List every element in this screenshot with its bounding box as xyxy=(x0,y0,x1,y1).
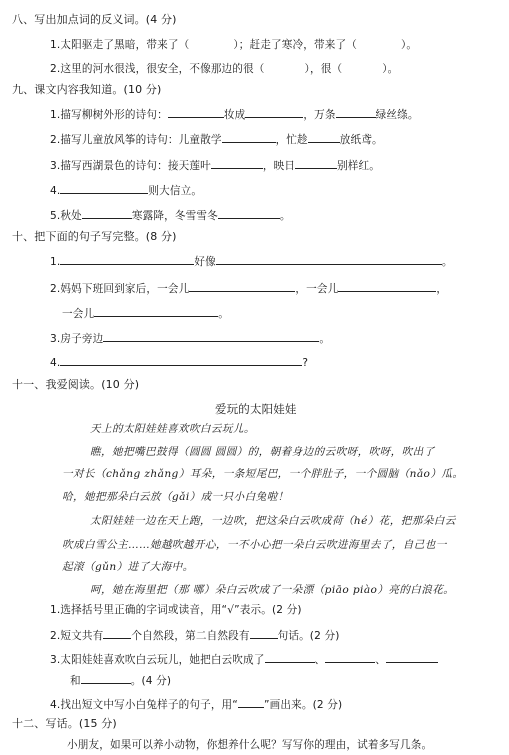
s11-question-4 xyxy=(50,696,342,712)
s10-q2-text-b: ，一会儿 xyxy=(295,283,339,295)
answer-blank[interactable] xyxy=(265,651,315,663)
answer-blank[interactable] xyxy=(325,651,375,663)
s10-q2-text-d: 一会儿 xyxy=(62,308,95,320)
section-10-header: 十、把下面的句子写完整。(8 分) xyxy=(12,230,177,243)
answer-blank[interactable] xyxy=(211,157,263,169)
answer-blank[interactable] xyxy=(60,182,148,194)
answer-blank[interactable] xyxy=(245,106,303,118)
s9-q2-text-b: ，忙趁 xyxy=(275,134,308,146)
s9-q4-text-a: 4. xyxy=(50,185,61,197)
s9-q5-text-b: 寒露降，冬雪雪冬 xyxy=(131,210,218,222)
underline-sample xyxy=(238,696,264,708)
passage-line: 瞧，她把嘴巴鼓得（圆圆 圆圆）的，朝着身边的云吹呀，吹呀，吹出了 xyxy=(90,446,435,458)
s8-q2-text-a: 2.这里的河水很浅，很安全，不像那边的很（ xyxy=(50,63,265,75)
answer-blank[interactable] xyxy=(386,651,438,663)
answer-blank[interactable] xyxy=(60,354,302,366)
section-8-header: 八、写出加点词的反义词。(4 分) xyxy=(12,13,177,26)
s9-q1-text-b: 妆成 xyxy=(223,109,246,121)
s9-q3-text-a: 3.描写西湖景色的诗句：接天莲叶 xyxy=(50,160,211,172)
answer-blank[interactable] xyxy=(250,627,278,639)
s9-question-1 xyxy=(50,106,419,122)
s12-prompt: 小朋友，如果可以养小动物，你想养什么呢？写写你的理由，试着多写几条。 xyxy=(67,739,433,751)
s10-question-1 xyxy=(50,253,453,269)
passage-line: 吹成白雪公主……她越吹越开心，一不小心把一朵白云吹进海里去了，自己也一 xyxy=(62,539,447,551)
s10-question-3 xyxy=(50,330,330,346)
answer-blank[interactable] xyxy=(82,207,132,219)
s9-q1-text-a: 1.描写柳树外形的诗句： xyxy=(50,109,168,121)
s9-question-3 xyxy=(50,157,380,173)
passage-line: 太阳娃娃一边在天上跑，一边吹，把这朵白云吹成荷（hé）花，把那朵白云 xyxy=(90,515,456,527)
answer-blank[interactable] xyxy=(295,157,337,169)
section-11-header: 十一、我爱阅读。(10 分) xyxy=(12,378,140,391)
s10-question-4 xyxy=(50,354,308,370)
s11-question-1: 1.选择括号里正确的字词或读音，用“√”表示。(2 分) xyxy=(50,604,302,616)
answer-blank[interactable] xyxy=(222,131,276,143)
s9-question-2 xyxy=(50,131,383,147)
s10-q1-text-c: 。 xyxy=(441,256,453,268)
answer-blank[interactable] xyxy=(218,207,280,219)
answer-blank[interactable] xyxy=(81,672,131,684)
s9-q2-text-c: 放纸鸢。 xyxy=(339,134,383,146)
passage-line: 起滚（gǔn）进了大海中。 xyxy=(62,561,194,573)
s11-q3-text-a: 3.太阳娃娃喜欢吹白云玩儿，她把白云吹成了 xyxy=(50,654,265,666)
answer-blank[interactable] xyxy=(60,253,194,265)
passage-title: 爱玩的太阳娃娃 xyxy=(215,402,297,416)
s10-question-2-cont xyxy=(62,305,229,321)
s8-question-1 xyxy=(50,38,417,52)
s10-q4-text-a: 4. xyxy=(50,357,61,369)
passage-line: 天上的太阳娃娃喜欢吹白云玩儿。 xyxy=(90,423,255,435)
s9-question-5 xyxy=(50,207,291,223)
s11-q3-text-d: 和 xyxy=(70,675,81,687)
s9-q5-text-c: 。 xyxy=(279,210,291,222)
s10-q1-text-a: 1. xyxy=(50,256,61,268)
s9-q5-text-a: 5.秋处 xyxy=(50,210,82,222)
s10-q3-text-b: 。 xyxy=(319,333,331,345)
s11-q2-text-b: 个自然段，第二自然段有 xyxy=(131,630,250,642)
s10-q3-text-a: 3.房子旁边 xyxy=(50,333,104,345)
answer-blank[interactable] xyxy=(338,280,436,292)
s10-q1-text-b: 好像 xyxy=(194,256,216,268)
s10-q2-text-e: 。 xyxy=(218,308,229,320)
s11-q3-text-b: 、 xyxy=(314,654,326,666)
passage-line: 一对长（chǎng zhǎng）耳朵，一条短尾巴，一个胖肚子，一个圆脑（nǎo）瓜。 xyxy=(62,468,464,480)
section-9-header: 九、课文内容我知道。(10 分) xyxy=(12,83,162,96)
s11-q4-text-b: ”画出来。(2 分) xyxy=(263,699,343,711)
s11-q3-text-c: 、 xyxy=(375,654,387,666)
s11-question-2 xyxy=(50,627,340,643)
answer-blank[interactable] xyxy=(168,106,224,118)
passage-line: 呵，她在海里把（那 哪）朵白云吹成了一朵漂（piāo piào）亮的白浪花。 xyxy=(90,584,455,596)
answer-blank[interactable] xyxy=(308,131,340,143)
s9-q2-text-a: 2.描写儿童放风筝的诗句：儿童散学 xyxy=(50,134,222,146)
s11-q2-text-c: 句话。(2 分) xyxy=(277,630,340,642)
s8-q1-text-a: 1.太阳驱走了黑暗，带来了（ xyxy=(50,39,190,51)
s11-q4-text-a: 4.找出短文中写小白兔样子的句子，用“ xyxy=(50,699,238,711)
s8-q1-text-b: ）；赶走了寒冷，带来了（ xyxy=(233,39,357,51)
answer-blank[interactable] xyxy=(189,280,295,292)
answer-blank[interactable] xyxy=(103,330,319,342)
answer-blank[interactable] xyxy=(216,253,442,265)
section-12-header: 十二、写话。(15 分) xyxy=(12,717,117,730)
s9-q3-text-b: ，映日 xyxy=(262,160,296,172)
s9-q1-text-d: 绿丝绦。 xyxy=(375,109,419,121)
s10-question-2 xyxy=(50,280,447,296)
s11-question-3 xyxy=(50,651,438,667)
answer-blank[interactable] xyxy=(103,627,131,639)
s8-q1-text-c: ）。 xyxy=(400,39,418,51)
s8-q2-text-b: ），很（ xyxy=(304,63,343,75)
s9-q1-text-c: ，万条 xyxy=(303,109,336,121)
s10-q2-text-a: 2.妈妈下班回到家后，一会儿 xyxy=(50,283,190,295)
s10-q2-text-c: ， xyxy=(436,283,448,295)
s9-q4-text-b: 则大信立。 xyxy=(148,185,203,197)
answer-blank[interactable] xyxy=(336,106,376,118)
s8-q2-text-c: ）。 xyxy=(382,63,399,75)
s8-question-2 xyxy=(50,62,398,76)
s9-q3-text-c: 别样红。 xyxy=(337,160,381,172)
s11-q3-text-e: 。(4 分) xyxy=(130,675,172,687)
s11-question-3-cont xyxy=(70,672,171,688)
passage-line: 哈，她把那朵白云放（gǎi）成一只小白兔啦！ xyxy=(62,491,289,503)
answer-blank[interactable] xyxy=(94,305,218,317)
s11-q2-text-a: 2.短文共有 xyxy=(50,630,104,642)
s9-question-4 xyxy=(50,182,202,198)
s10-q4-text-b: ? xyxy=(302,357,309,369)
